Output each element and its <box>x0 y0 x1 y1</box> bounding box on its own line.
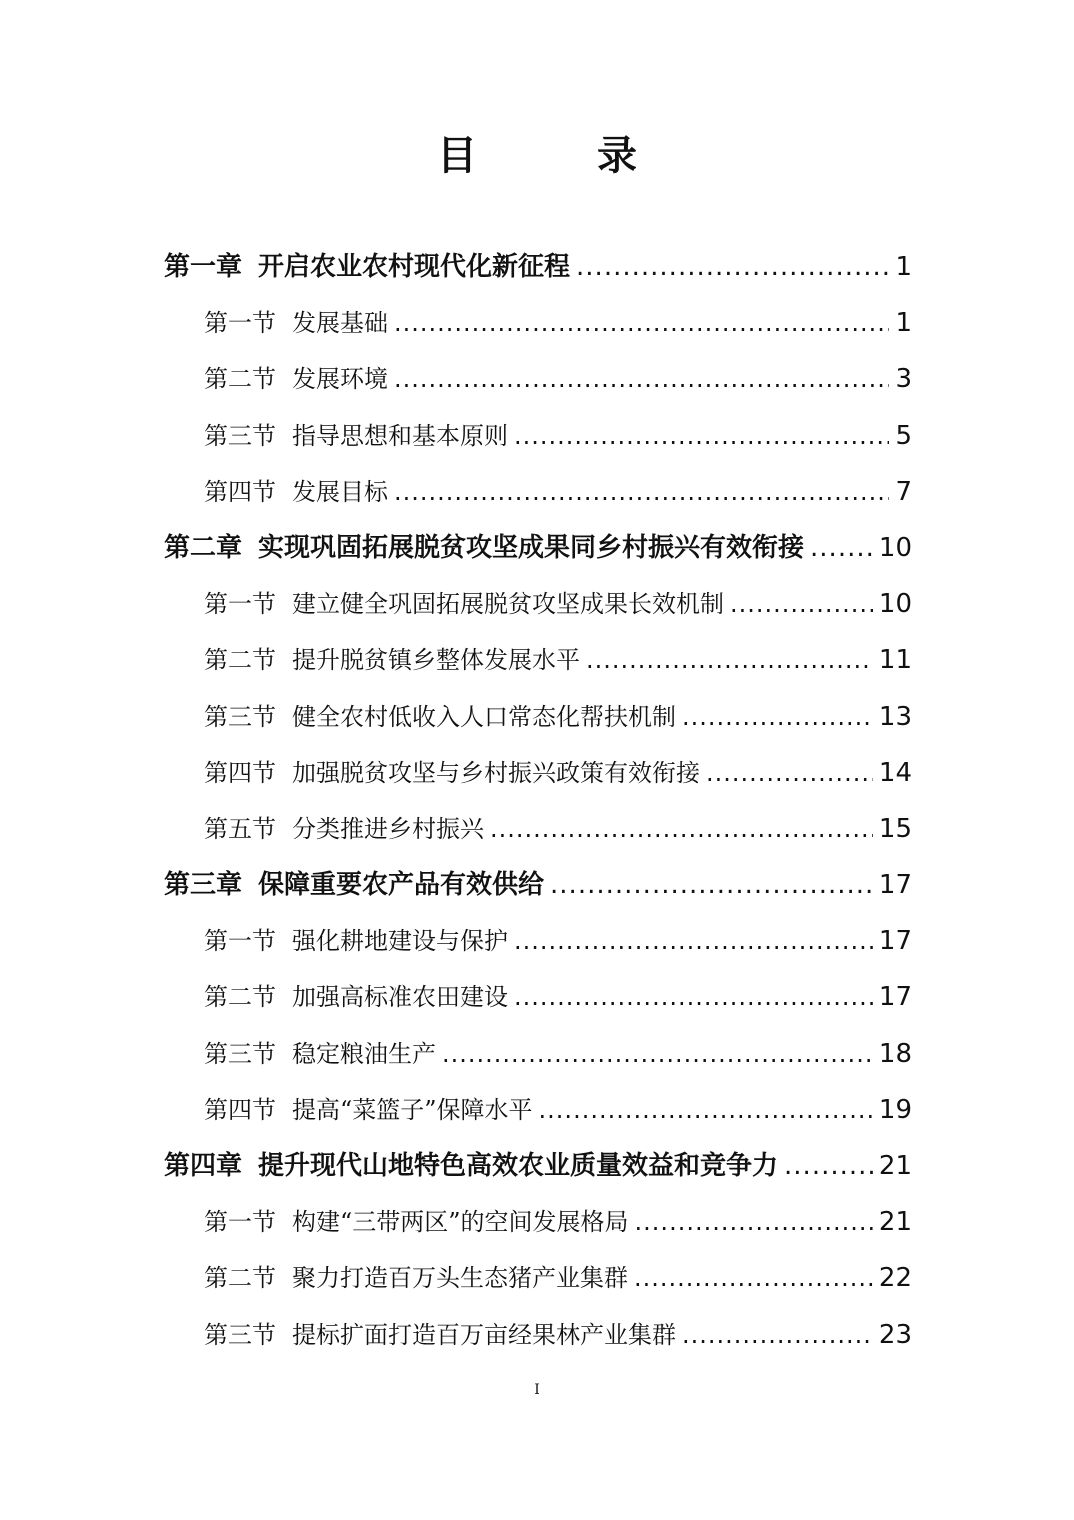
toc-section-entry[interactable] <box>164 576 912 632</box>
toc-entry-title: 提升现代山地特色高效农业质量效益和竞争力 <box>258 1151 779 1181</box>
toc-entry-page-number: 10 <box>878 532 912 563</box>
toc-chapter-entry[interactable] <box>164 520 912 576</box>
toc-entry-page-number: 17 <box>878 926 912 957</box>
toc-entry-title: 提高“菜篮子”保障水平 <box>292 1095 533 1124</box>
toc-entry-label: 第三节 <box>204 702 276 731</box>
toc-entry-page-number: 3 <box>895 364 912 395</box>
toc-entry-page-number: 15 <box>878 813 912 844</box>
dot-leader <box>730 576 873 632</box>
dot-leader <box>514 913 873 969</box>
toc-section-entry[interactable] <box>164 745 912 801</box>
dot-leader <box>539 1082 873 1138</box>
dot-leader <box>682 1307 873 1363</box>
toc-entry-label: 第二节 <box>204 1264 276 1293</box>
dot-leader <box>810 520 873 576</box>
toc-chapter-entry[interactable] <box>164 1138 912 1194</box>
toc-entry-page-number: 14 <box>878 757 912 788</box>
toc-entry-label: 第四节 <box>204 758 276 787</box>
toc-section-entry[interactable] <box>164 1082 912 1138</box>
dot-leader <box>490 801 873 857</box>
toc-section-entry[interactable] <box>164 351 912 407</box>
dot-leader <box>442 1026 873 1082</box>
toc-entry-label: 第二节 <box>204 365 276 394</box>
toc-entry-label: 第四节 <box>204 1095 276 1124</box>
toc-entry-page-number: 22 <box>878 1263 912 1294</box>
table-of-contents <box>164 239 912 1363</box>
dot-leader <box>706 745 873 801</box>
toc-section-entry[interactable] <box>164 913 912 969</box>
toc-entry-title: 发展环境 <box>292 365 388 394</box>
dot-leader <box>394 295 889 351</box>
toc-entry-title: 发展基础 <box>292 309 388 338</box>
toc-section-entry[interactable] <box>164 801 912 857</box>
toc-entry-label: 第三节 <box>204 1320 276 1349</box>
toc-entry-page-number: 5 <box>895 420 912 451</box>
toc-section-entry[interactable] <box>164 1250 912 1306</box>
dot-leader <box>682 689 873 745</box>
toc-entry-label: 第四章 <box>164 1151 243 1181</box>
toc-entry-label: 第一节 <box>204 590 276 619</box>
toc-entry-label: 第三章 <box>164 870 243 901</box>
toc-entry-title: 强化耕地建设与保护 <box>292 927 508 956</box>
toc-entry-title: 建立健全巩固拓展脱贫攻坚成果长效机制 <box>292 590 724 619</box>
toc-entry-label: 第二节 <box>204 646 276 675</box>
toc-entry-title: 稳定粮油生产 <box>292 1039 436 1068</box>
toc-entry-page-number: 18 <box>878 1038 912 1069</box>
toc-entry-label: 第三节 <box>204 421 276 450</box>
toc-entry-title: 实现巩固拓展脱贫攻坚成果同乡村振兴有效衔接 <box>258 532 805 563</box>
toc-section-entry[interactable] <box>164 295 912 351</box>
toc-entry-title: 开启农业农村现代化新征程 <box>258 252 571 282</box>
dot-leader <box>394 351 889 407</box>
dot-leader <box>634 1250 873 1306</box>
toc-entry-page-number: 1 <box>895 252 912 282</box>
dot-leader <box>576 239 889 295</box>
toc-section-entry[interactable] <box>164 1026 912 1082</box>
toc-entry-page-number: 10 <box>878 589 912 620</box>
dot-leader <box>550 857 873 913</box>
toc-entry-title: 加强高标准农田建设 <box>292 983 508 1012</box>
toc-entry-page-number: 11 <box>878 645 912 676</box>
toc-entry-title: 指导思想和基本原则 <box>292 421 508 450</box>
toc-section-entry[interactable] <box>164 1194 912 1250</box>
toc-chapter-entry[interactable] <box>164 857 912 913</box>
page-title: 目 录 <box>437 132 677 179</box>
toc-entry-title: 提标扩面打造百万亩经果林产业集群 <box>292 1320 676 1349</box>
toc-section-entry[interactable] <box>164 1307 912 1363</box>
toc-entry-label: 第二章 <box>164 532 243 563</box>
toc-entry-title: 健全农村低收入人口常态化帮扶机制 <box>292 702 676 731</box>
dot-leader <box>394 464 889 520</box>
toc-entry-title: 提升脱贫镇乡整体发展水平 <box>292 646 580 675</box>
toc-entry-label: 第四节 <box>204 477 276 506</box>
toc-entry-page-number: 17 <box>878 870 912 901</box>
toc-entry-page-number: 23 <box>878 1319 912 1350</box>
dot-leader <box>784 1138 873 1194</box>
toc-entry-label: 第二节 <box>204 983 276 1012</box>
toc-entry-title: 构建“三带两区”的空间发展格局 <box>292 1208 629 1237</box>
toc-section-entry[interactable] <box>164 969 912 1025</box>
toc-entry-page-number: 21 <box>878 1207 912 1238</box>
page-number: I <box>534 1382 540 1398</box>
toc-entry-label: 第一章 <box>164 252 243 282</box>
toc-section-entry[interactable] <box>164 632 912 688</box>
toc-entry-page-number: 21 <box>878 1151 912 1181</box>
toc-section-entry[interactable] <box>164 689 912 745</box>
toc-entry-page-number: 19 <box>878 1094 912 1125</box>
dot-leader <box>514 408 889 464</box>
toc-section-entry[interactable] <box>164 464 912 520</box>
dot-leader <box>586 632 873 688</box>
toc-section-entry[interactable] <box>164 408 912 464</box>
toc-entry-title: 分类推进乡村振兴 <box>292 814 484 843</box>
toc-entry-title: 聚力打造百万头生态猪产业集群 <box>292 1264 628 1293</box>
dot-leader <box>635 1194 873 1250</box>
dot-leader <box>514 969 873 1025</box>
toc-entry-page-number: 7 <box>895 476 912 507</box>
toc-entry-label: 第一节 <box>204 927 276 956</box>
toc-entry-page-number: 13 <box>878 701 912 732</box>
toc-entry-label: 第五节 <box>204 814 276 843</box>
toc-entry-title: 保障重要农产品有效供给 <box>258 870 545 901</box>
toc-entry-label: 第一节 <box>204 309 276 338</box>
toc-entry-label: 第一节 <box>204 1208 276 1237</box>
toc-entry-page-number: 1 <box>895 308 912 339</box>
toc-entry-page-number: 17 <box>878 982 912 1013</box>
toc-entry-title: 加强脱贫攻坚与乡村振兴政策有效衔接 <box>292 758 700 787</box>
toc-chapter-entry[interactable] <box>164 239 912 295</box>
toc-entry-title: 发展目标 <box>292 477 388 506</box>
toc-entry-label: 第三节 <box>204 1039 276 1068</box>
